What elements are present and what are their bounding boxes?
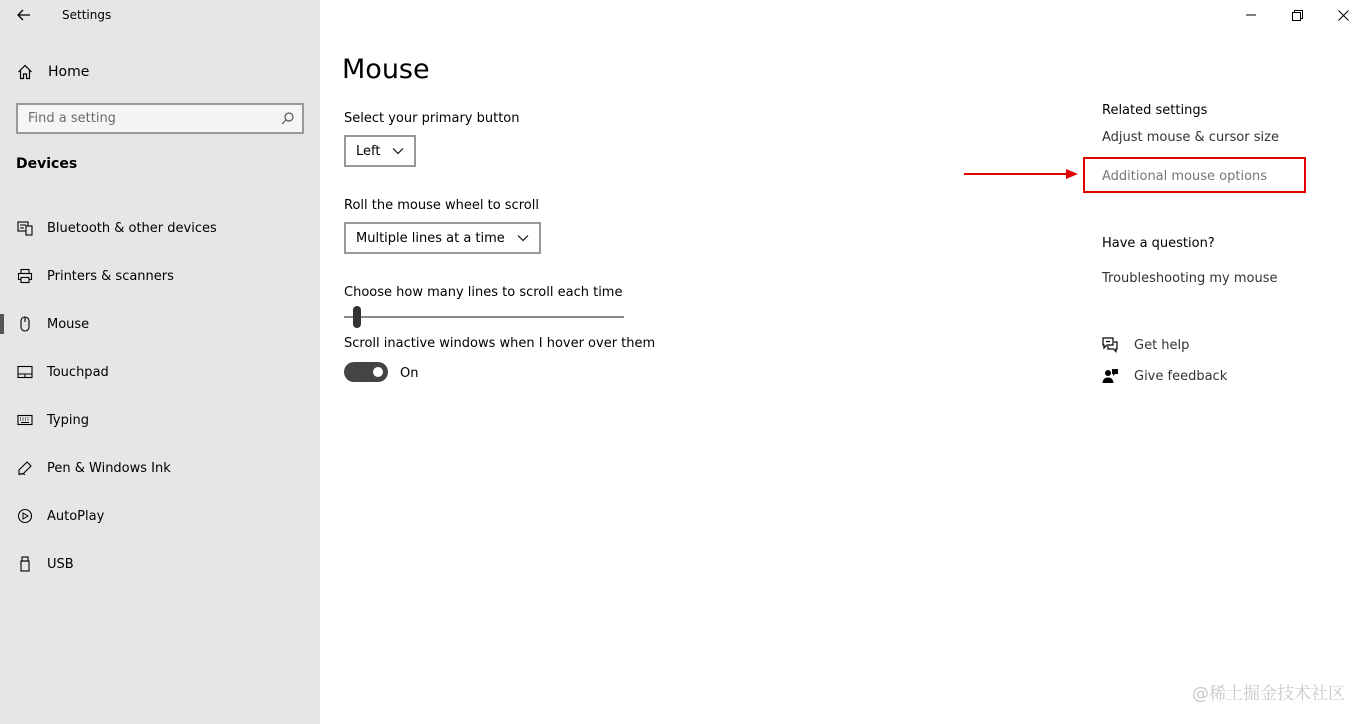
- sidebar-item-label: Mouse: [47, 316, 90, 332]
- sidebar-item-label: Pen & Windows Ink: [47, 460, 171, 476]
- question-heading: Have a question?: [1102, 236, 1215, 251]
- section-title: Devices: [16, 156, 78, 172]
- annotation-arrow: [964, 166, 1080, 182]
- chevron-down-icon: [517, 232, 529, 244]
- troubleshooting-link[interactable]: Troubleshooting my mouse: [1102, 271, 1278, 286]
- sidebar-item-pen[interactable]: [0, 444, 320, 492]
- autoplay-icon: [16, 507, 34, 525]
- scroll-lines-slider[interactable]: [344, 306, 624, 330]
- search-icon[interactable]: [280, 112, 294, 126]
- app-title: Settings: [62, 8, 112, 22]
- sidebar-item-label: Printers & scanners: [47, 268, 174, 284]
- sidebar: [0, 0, 320, 724]
- mouse-icon: [16, 315, 34, 333]
- primary-button-value: Left: [356, 143, 381, 159]
- sidebar-item-label: AutoPlay: [47, 508, 105, 524]
- feedback-person-icon: [1100, 366, 1120, 386]
- search-box[interactable]: [16, 103, 304, 134]
- close-button[interactable]: [1320, 0, 1365, 30]
- sidebar-item-label: Bluetooth & other devices: [47, 220, 217, 236]
- page-title: Mouse: [342, 54, 430, 85]
- watermark: @稀土掘金技术社区: [1192, 684, 1345, 704]
- sidebar-item-printers[interactable]: [0, 252, 320, 300]
- touchpad-icon: [16, 363, 34, 381]
- inactive-scroll-label: Scroll inactive windows when I hover over them: [344, 336, 656, 351]
- get-help-link[interactable]: [1100, 335, 1189, 355]
- scroll-mode-dropdown[interactable]: [344, 222, 541, 254]
- sidebar-item-usb[interactable]: [0, 540, 320, 588]
- home-nav-item[interactable]: [16, 62, 89, 82]
- keyboard-icon: [16, 411, 34, 429]
- sidebar-item-mouse[interactable]: [0, 300, 320, 348]
- sidebar-item-label: USB: [47, 556, 74, 572]
- close-icon: [1338, 10, 1349, 21]
- toggle-knob: [373, 367, 383, 377]
- scroll-mode-label: Roll the mouse wheel to scroll: [344, 198, 539, 213]
- sidebar-item-label: Typing: [47, 412, 89, 428]
- inactive-scroll-toggle[interactable]: [344, 362, 388, 382]
- give-feedback-label: Give feedback: [1134, 368, 1228, 384]
- home-icon: [16, 64, 34, 80]
- bluetooth-devices-icon: [16, 219, 34, 237]
- adjust-cursor-size-link[interactable]: Adjust mouse & cursor size: [1102, 130, 1279, 145]
- slider-thumb[interactable]: [353, 306, 361, 328]
- pen-icon: [16, 459, 34, 477]
- minimize-button[interactable]: [1228, 0, 1274, 30]
- toggle-state-text: On: [400, 366, 419, 381]
- sidebar-item-autoplay[interactable]: [0, 492, 320, 540]
- sidebar-item-touchpad[interactable]: [0, 348, 320, 396]
- sidebar-item-typing[interactable]: [0, 396, 320, 444]
- get-help-label: Get help: [1134, 337, 1190, 353]
- related-settings-heading: Related settings: [1102, 103, 1208, 118]
- sidebar-nav: [0, 204, 320, 588]
- back-arrow-icon[interactable]: [14, 5, 34, 25]
- restore-button[interactable]: [1274, 0, 1320, 30]
- primary-button-label: Select your primary button: [344, 111, 520, 126]
- restore-icon: [1292, 10, 1303, 21]
- home-label: Home: [48, 64, 90, 80]
- primary-button-dropdown[interactable]: [344, 135, 416, 167]
- additional-mouse-options-link[interactable]: Additional mouse options: [1102, 169, 1268, 184]
- give-feedback-link[interactable]: [1100, 366, 1227, 386]
- chevron-down-icon: [392, 145, 404, 157]
- sidebar-item-bluetooth[interactable]: [0, 204, 320, 252]
- usb-icon: [16, 555, 34, 573]
- scroll-mode-value: Multiple lines at a time: [356, 230, 505, 246]
- sidebar-item-label: Touchpad: [47, 364, 109, 380]
- scroll-lines-label: Choose how many lines to scroll each time: [344, 285, 623, 300]
- minimize-icon: [1246, 10, 1256, 20]
- search-input[interactable]: [28, 111, 280, 126]
- slider-track[interactable]: [344, 316, 624, 318]
- chat-help-icon: [1100, 335, 1120, 355]
- printer-icon: [16, 267, 34, 285]
